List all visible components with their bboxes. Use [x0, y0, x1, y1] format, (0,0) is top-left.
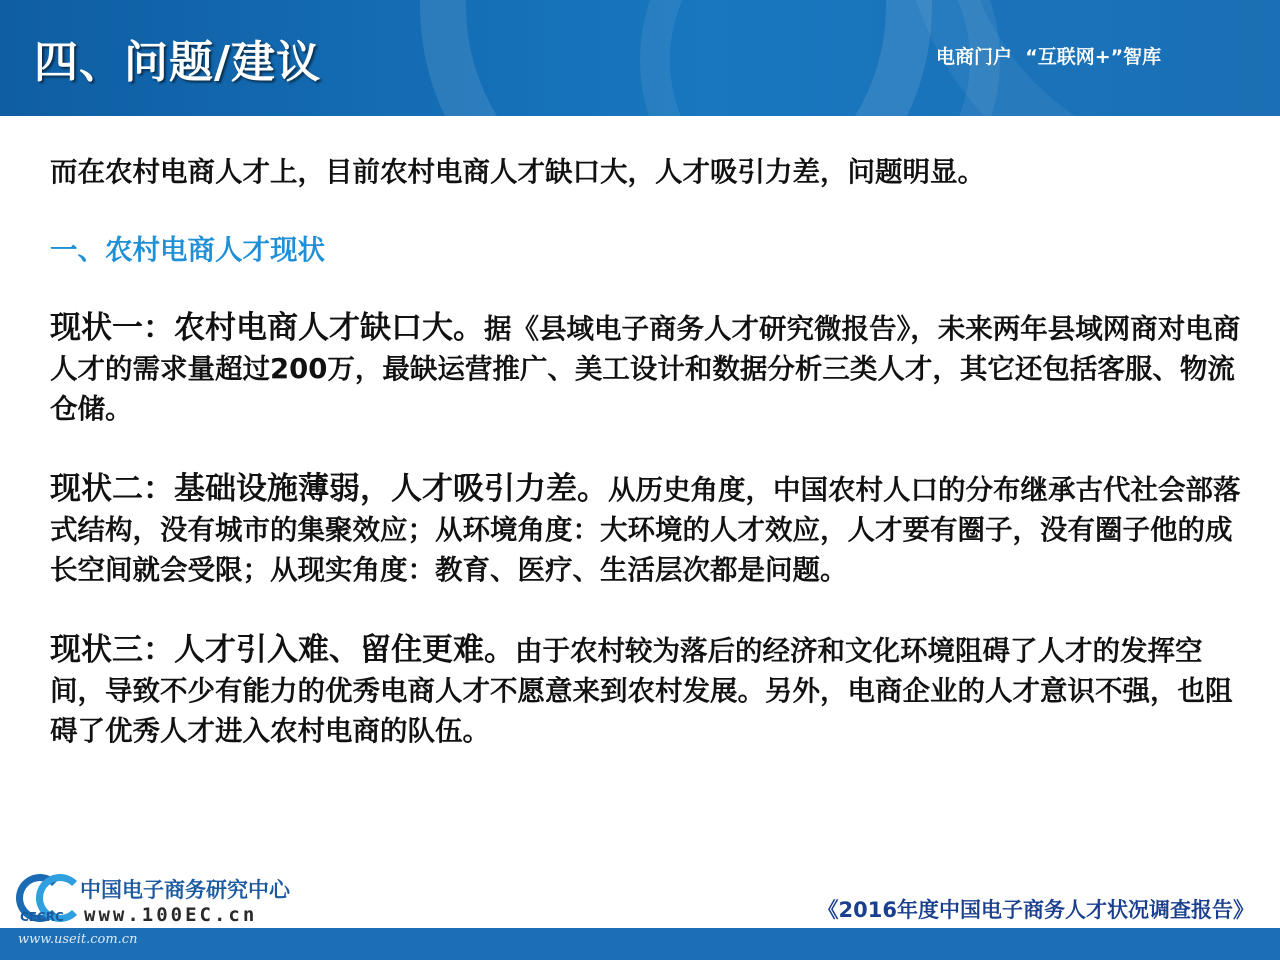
paragraph-lead: 现状三：人才引入难、留住更难。	[50, 632, 515, 668]
report-title: 《2016年度中国电子商务人才状况调查报告》	[817, 898, 1254, 922]
intro-text: 而在农村电商人才上，目前农村电商人才缺口大，人才吸引力差，问题明显。	[50, 156, 985, 188]
section-heading: 一、农村电商人才现状	[50, 234, 325, 266]
footer-bar	[0, 928, 1280, 960]
status-paragraph	[50, 308, 1245, 429]
header-bar	[0, 0, 1280, 116]
org-url: www.100EC.cn	[84, 904, 258, 926]
header-brand: 电商门户 “互联网+”智库	[936, 46, 1162, 68]
paragraph-body: 据《县域电子商务人才研究微报告》，未来两年县域网商对电商人才的需求量超过200万，最缺运营推广、美工设计和数据分析三类人才，其它还包括客服、物流仓储。	[50, 313, 1241, 425]
page-title: 四、问题/建议	[34, 37, 322, 88]
org-abbr: CECRC	[20, 910, 64, 924]
paragraph-body: 由于农村较为落后的经济和文化环境阻碍了人才的发挥空间，导致不少有能力的优秀电商人才不愿意来到农村发展。另外，电商企业的人才意识不强，也阻碍了优秀人才进入农村电商的队伍。	[50, 635, 1233, 747]
status-paragraph	[50, 630, 1245, 751]
paragraph-lead: 现状二：基础设施薄弱，人才吸引力差。	[50, 471, 608, 507]
watermark: www.useit.com.cn	[18, 932, 138, 947]
org-logo	[16, 872, 316, 928]
paragraph-body: 从历史角度，中国农村人口的分布继承古代社会部落式结构，没有城市的集聚效应；从环境角度：大环境的人才效应，人才要有圈子，没有圈子他的成长空间就会受限；从现实角度：教育、医疗、生活层次都是问题。	[50, 474, 1241, 586]
slide-content	[50, 152, 1245, 791]
org-name: 中国电子商务研究中心	[80, 878, 290, 902]
status-paragraph	[50, 469, 1245, 590]
paragraph-lead: 现状一：农村电商人才缺口大。	[50, 310, 484, 346]
